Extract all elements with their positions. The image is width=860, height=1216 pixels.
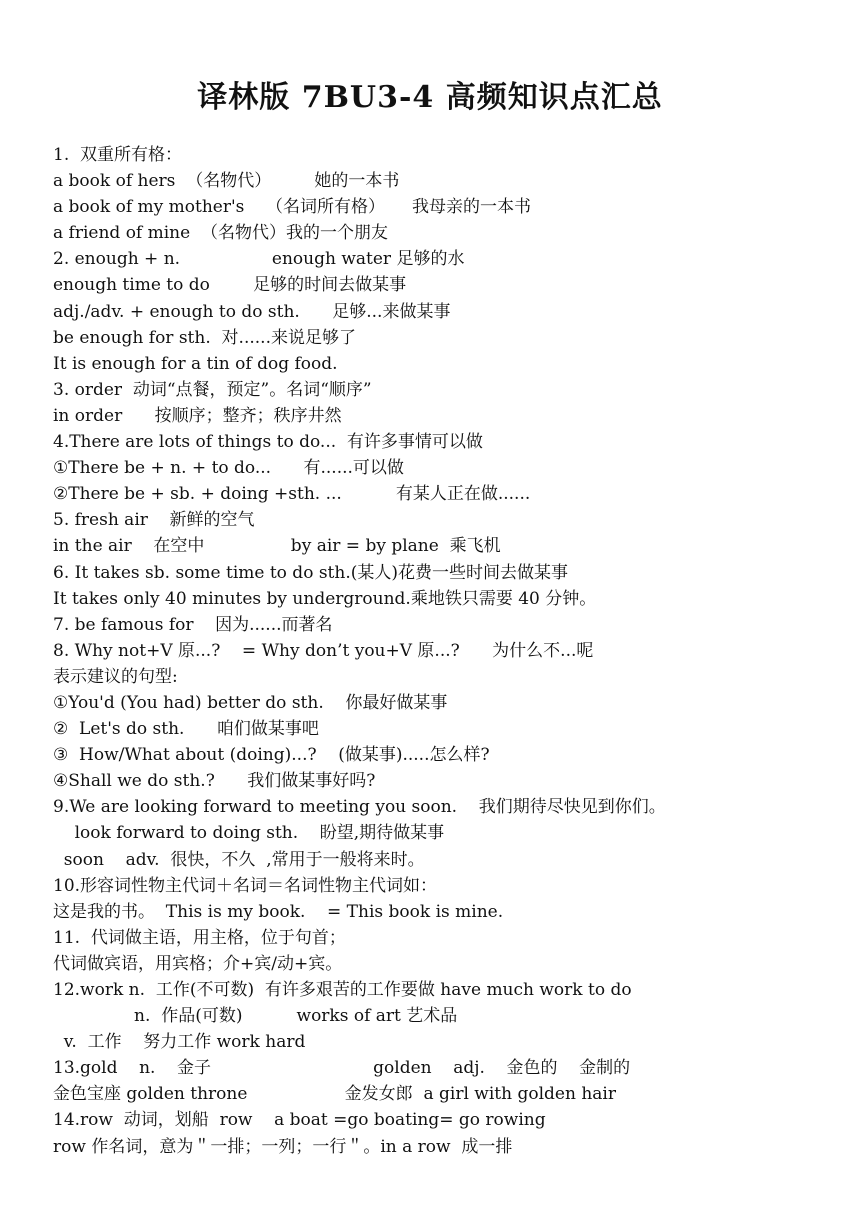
text-line: 代词做宾语，用宾格；介+宾/动+宾。 (53, 953, 343, 974)
text-line: n. 作品(可数) works of art 艺术品 (53, 1006, 458, 1027)
text-line: in order 按顺序；整齐；秩序井然 (53, 405, 342, 426)
text-line: 4.There are lots of things to do... 有许多事情可以做 (53, 432, 483, 453)
text-line: 7. be famous for 因为......而著名 (53, 614, 333, 635)
text-line: 3. order 动词“点餐，预定”。名词“顺序” (53, 379, 372, 400)
text-line: ② Let's do sth. 咱们做某事吧 (53, 719, 319, 740)
text-line: 14.row 动词，划船 row a boat =go boating= go rowing (53, 1110, 546, 1131)
text-line: 金色宝座 golden throne 金发女郎 a girl with golden hair (53, 1084, 616, 1105)
text-line: 5. fresh air 新鲜的空气 (53, 510, 255, 531)
text-line: ①You'd (You had) better do sth. 你最好做某事 (53, 692, 448, 713)
text-line: in the air 在空中 by air = by plane 乘飞机 (53, 536, 501, 557)
text-line: 9.We are looking forward to meeting you soon. 我们期待尽快见到你们。 (53, 797, 666, 818)
text-line: 6. It takes sb. some time to do sth.(某人)花费一些时间去做某事 (53, 562, 569, 583)
text-line: ④Shall we do sth.? 我们做某事好吗? (53, 771, 376, 792)
text-line: 11. 代词做主语，用主格，位于句首； (53, 927, 346, 948)
text-line: a book of my mother's （名词所有格） 我母亲的一本书 (53, 197, 532, 218)
text-line: 这是我的书。 This is my book. = This book is mine. (53, 901, 504, 922)
text-line: 表示建议的句型: (53, 666, 178, 687)
text-line: 8. Why not+V 原...? = Why don’t you+V 原...? 为什么不...呢 (53, 640, 594, 661)
knowledge-point-list (53, 142, 843, 1160)
text-line: It takes only 40 minutes by underground.乘地铁只需要 40 分钟。 (53, 588, 597, 609)
text-line: 2. enough + n. enough water 足够的水 (53, 249, 465, 270)
text-line: It is enough for a tin of dog food. (53, 353, 338, 374)
text-line: soon adv. 很快，不久 ,常用于一般将来时。 (53, 849, 425, 870)
text-line: 10.形容词性物主代词＋名词＝名词性物主代词如： (53, 875, 438, 896)
text-line: enough time to do 足够的时间去做某事 (53, 275, 407, 296)
text-line: ①There be + n. + to do... 有......可以做 (53, 458, 404, 479)
text-line: a book of hers （名物代） 她的一本书 (53, 171, 400, 192)
text-line: 12.work n. 工作(不可数) 有许多艰苦的工作要做 have much work to do (53, 980, 632, 1000)
text-line: be enough for sth. 对......来说足够了 (53, 327, 356, 348)
text-line: ③ How/What about (doing)...? (做某事).....怎么样? (53, 745, 490, 766)
text-line: ②There be + sb. + doing +sth. ... 有某人正在做...... (53, 484, 531, 505)
text-line: row 作名词，意为＂一排；一列；一行＂。in a row 成一排 (53, 1136, 513, 1157)
text-line: look forward to doing sth. 盼望,期待做某事 (53, 823, 445, 844)
document-title: 译林版 7BU3-4 高频知识点汇总 (197, 80, 663, 115)
text-line: v. 工作 努力工作 work hard (53, 1032, 306, 1053)
text-line: 1. 双重所有格： (53, 145, 183, 165)
text-line: 13.gold n. 金子 golden adj. 金色的 金制的 (53, 1058, 631, 1079)
text-line: a friend of mine （名物代）我的一个朋友 (53, 223, 388, 244)
text-line: adj./adv. + enough to do sth. 足够...来做某事 (53, 301, 451, 322)
